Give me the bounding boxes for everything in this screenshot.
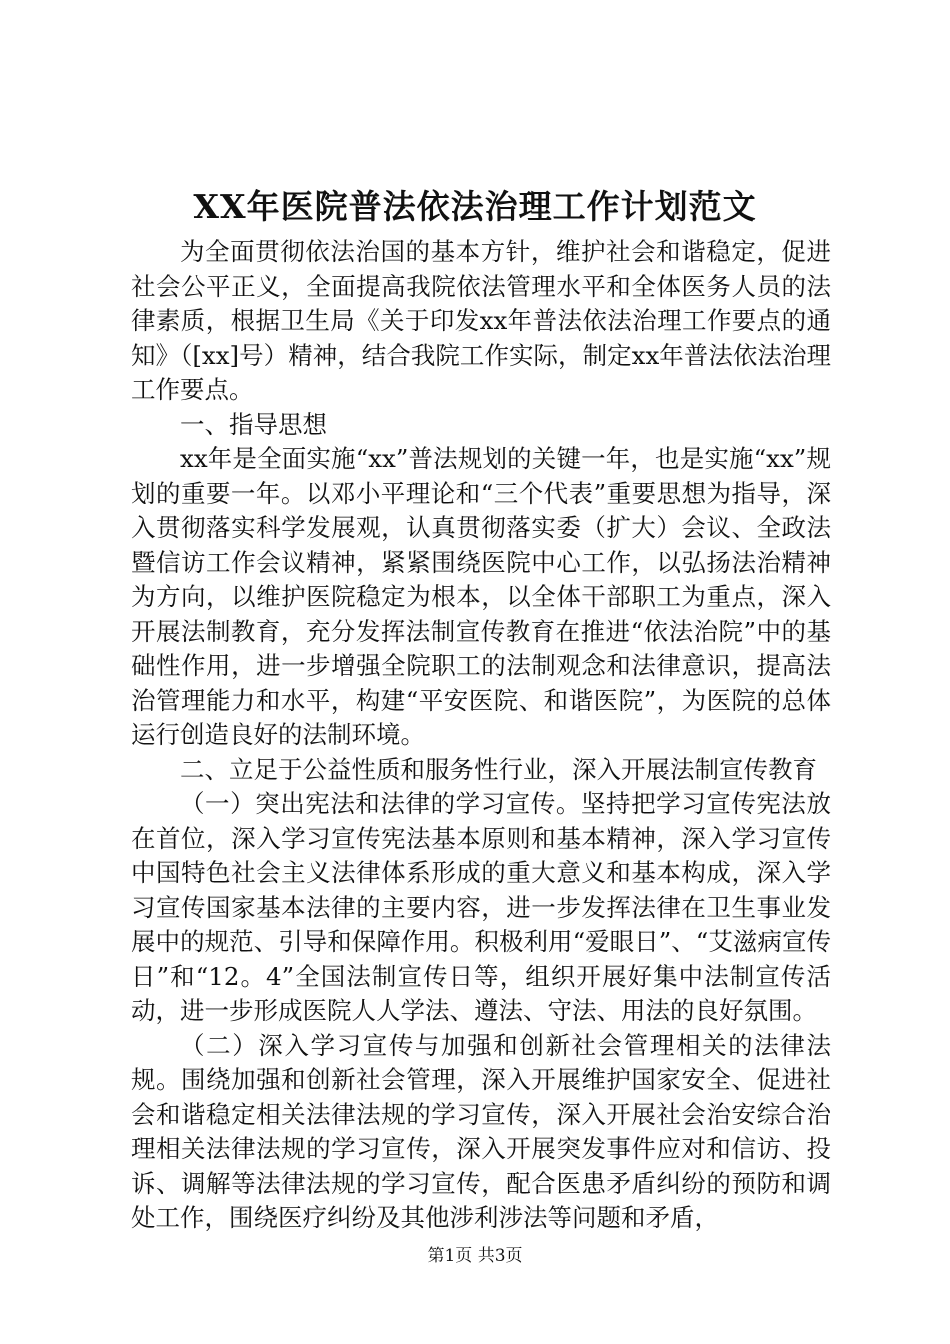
document-body — [131, 235, 831, 1236]
intro-paragraph: 为全面贯彻依法治国的基本方针，维护社会和谐稳定，促进社会公平正义，全面提高我院依法管理水平和全体医务人员的法律素质，根据卫生局《关于印发xx年普法依法治理工作要点的通知》（[xx]号）精神，结合我院工作实际，制定xx年普法依法治理工作要点。 — [131, 237, 831, 404]
subsection-constitution-paragraph: （一）突出宪法和法律的学习宣传。坚持把学习宣传宪法放在首位，深入学习宣传宪法基本原则和基本精神，深入学习宣传中国特色社会主义法律体系形成的重大意义和基本构成，深入学习宣传国家基本法律的主要内容，进一步发挥法律在卫生事业发展中的规范、引导和保障作用。积极利用“爱眼日”、“艾滋病宣传日”和“12。4”全国法制宣传日等，组织开展好集中法制宣传活动，进一步形成医院人人学法、遵法、守法、用法的良好氛围。 — [131, 789, 831, 1025]
document-title: XX年医院普法依法治理工作计划范文 — [193, 187, 757, 226]
guiding-ideology-paragraph: xx年是全面实施“xx”普法规划的关键一年，也是实施“xx”规划的重要一年。以邓小平理论和“三个代表”重要思想为指导，深入贯彻落实科学发展观，认真贯彻落实委（扩大）会议、全政法暨信访工作会议精神，紧紧围绕医院中心工作，以弘扬法治精神为方向，以维护医院稳定为根本，以全体干部职工为重点，深入开展法制教育，充分发挥法制宣传教育在推进“依法治院”中的基础性作用，进一步增强全院职工的法制观念和法律意识，提高法治管理能力和水平，构建“平安医院、和谐医院”，为医院的总体运行创造良好的法制环境。 — [131, 444, 831, 749]
subsection-social-management-paragraph: （二）深入学习宣传与加强和创新社会管理相关的法律法规。围绕加强和创新社会管理，深入开展维护国家安全、促进社会和谐稳定相关法律法规的学习宣传，深入开展社会治安综合治理相关法律法规的学习宣传，深入开展突发事件应对和信访、投诉、调解等法律法规的学习宣传，配合医患矛盾纠纷的预防和调处工作，围绕医疗纠纷及其他涉利涉法等问题和矛盾， — [131, 1030, 831, 1232]
page-footer: 第1页 共3页 — [427, 1246, 523, 1266]
section-heading-guiding-ideology: 一、指导思想 — [180, 409, 327, 439]
section-heading-legal-education: 二、立足于公益性质和服务性行业，深入开展法制宣传教育 — [180, 754, 817, 784]
